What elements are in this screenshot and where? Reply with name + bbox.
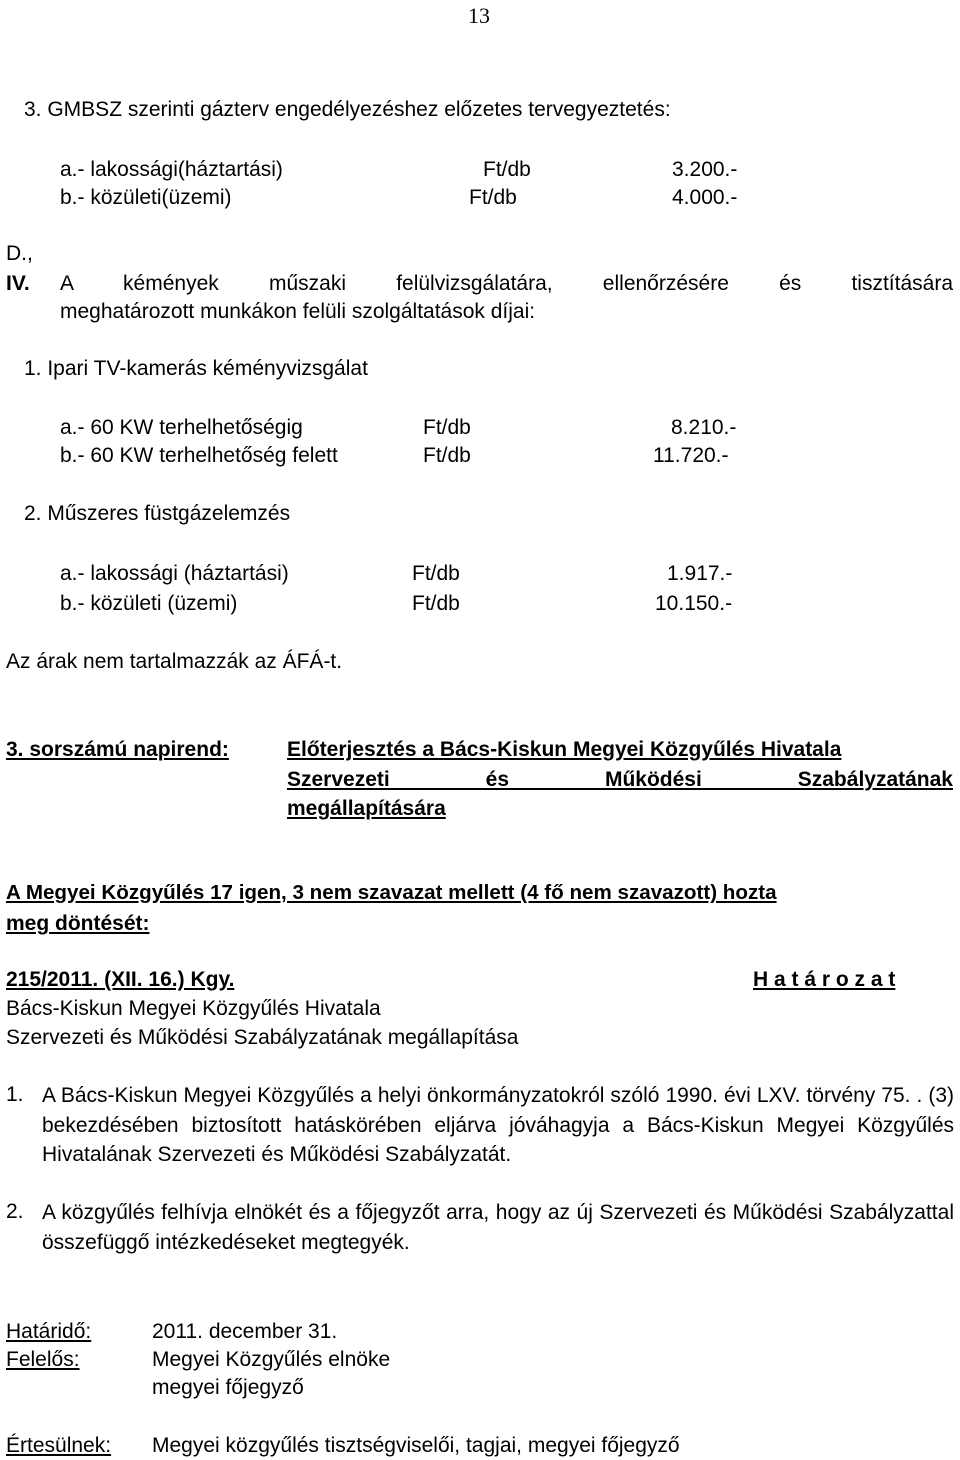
responsible-value-1: Megyei Közgyűlés elnöke <box>152 1348 391 1371</box>
gmbsz-row-b-price: 4.000.- <box>672 186 738 209</box>
resolution-point2-number: 2. <box>6 1200 24 1223</box>
item1-row-b-label: b.- 60 KW terhelhetőség felett <box>60 444 338 467</box>
item2-row-b-unit: Ft/db <box>412 592 460 615</box>
resolution-subject-line1: Bács-Kiskun Megyei Közgyűlés Hivatala <box>6 997 381 1020</box>
item2-row-a-price: 1.917.- <box>667 562 733 585</box>
deadline-value: 2011. december 31. <box>152 1320 338 1343</box>
gmbsz-heading: 3. GMBSZ szerinti gázterv engedélyezéshez előzetes tervegyeztetés: <box>24 98 671 121</box>
vote-line1: A Megyei Közgyűlés 17 igen, 3 nem szavazat mellett (4 fő nem szavazott) hozta <box>6 881 777 904</box>
item1-title: 1. Ipari TV-kamerás kéményvizsgálat <box>24 357 368 380</box>
resolution-point1-number: 1. <box>6 1083 24 1106</box>
notify-label: Értesülnek: <box>6 1434 112 1457</box>
section-marker: D., <box>6 242 33 265</box>
item1-row-a-label: a.- 60 KW terhelhetőségig <box>60 416 303 439</box>
item1-row-a-price: 8.210.- <box>671 416 737 439</box>
item1-row-b-price: 11.720.- <box>653 444 729 467</box>
gmbsz-row-a-label: a.- lakossági(háztartási) <box>60 158 283 181</box>
item1-row-a-unit: Ft/db <box>423 416 471 439</box>
agenda-label: 3. sorszámú napirend: <box>6 738 229 761</box>
notify-value: Megyei közgyűlés tisztségviselői, tagjai, megyei főjegyző <box>152 1434 680 1457</box>
item2-title: 2. Műszeres füstgázelemzés <box>24 502 291 525</box>
item2-row-b-price: 10.150.- <box>655 592 733 615</box>
responsible-value-2: megyei főjegyző <box>152 1376 304 1399</box>
section-title-line1: A kémények műszaki felülvizsgálatára, ellenőrzésére és tisztítására <box>60 272 953 295</box>
vat-note: Az árak nem tartalmazzák az ÁFÁ-t. <box>6 650 343 673</box>
agenda-title-line1: Előterjesztés a Bács-Kiskun Megyei Közgyűlés Hivatala <box>287 738 842 761</box>
gmbsz-row-a-unit: Ft/db <box>483 158 531 181</box>
gmbsz-row-b-label: b.- közületi(üzemi) <box>60 186 232 209</box>
section-roman-number: IV. <box>6 272 30 295</box>
resolution-point2-text: A közgyűlés felhívja elnökét és a főjegyzőt arra, hogy az új Szervezeti és Működési Szabályzattal összefüggő intézkedéseket megtegyék. <box>42 1201 954 1254</box>
item2-row-a-unit: Ft/db <box>412 562 460 585</box>
responsible-label: Felelős: <box>6 1348 80 1371</box>
resolution-subject-line2: Szervezeti és Működési Szabályzatának megállapítása <box>6 1026 519 1049</box>
section-title-line2: meghatározott munkákon felüli szolgáltatások díjai: <box>60 300 536 323</box>
item2-row-a-label: a.- lakossági (háztartási) <box>60 562 289 585</box>
agenda-title-line3: megállapítására <box>287 797 446 820</box>
gmbsz-row-a-price: 3.200.- <box>672 158 738 181</box>
vote-line2: meg döntését: <box>6 912 150 935</box>
item1-row-b-unit: Ft/db <box>423 444 471 467</box>
resolution-point1-text: A Bács-Kiskun Megyei Közgyűlés a helyi önkormányzatokról szóló 1990. évi LXV. törvény 75. . (3) bekezdésében biztosított hatáskörében eljárva jóváhagyja a Bács-Kiskun Megyei Közgyűlés Hivatalának Szervezeti és Működési Szabályzatát. <box>42 1084 954 1166</box>
resolution-heading: H a t á r o z a t <box>753 968 896 991</box>
deadline-label: Határidő: <box>6 1320 92 1343</box>
page-number: 13 <box>468 3 490 28</box>
agenda-title-line2: Szervezeti és Működési Szabályzatának <box>287 768 953 791</box>
gmbsz-row-b-unit: Ft/db <box>469 186 517 209</box>
resolution-number: 215/2011. (XII. 16.) Kgy. <box>6 968 235 991</box>
item2-row-b-label: b.- közületi (üzemi) <box>60 592 238 615</box>
